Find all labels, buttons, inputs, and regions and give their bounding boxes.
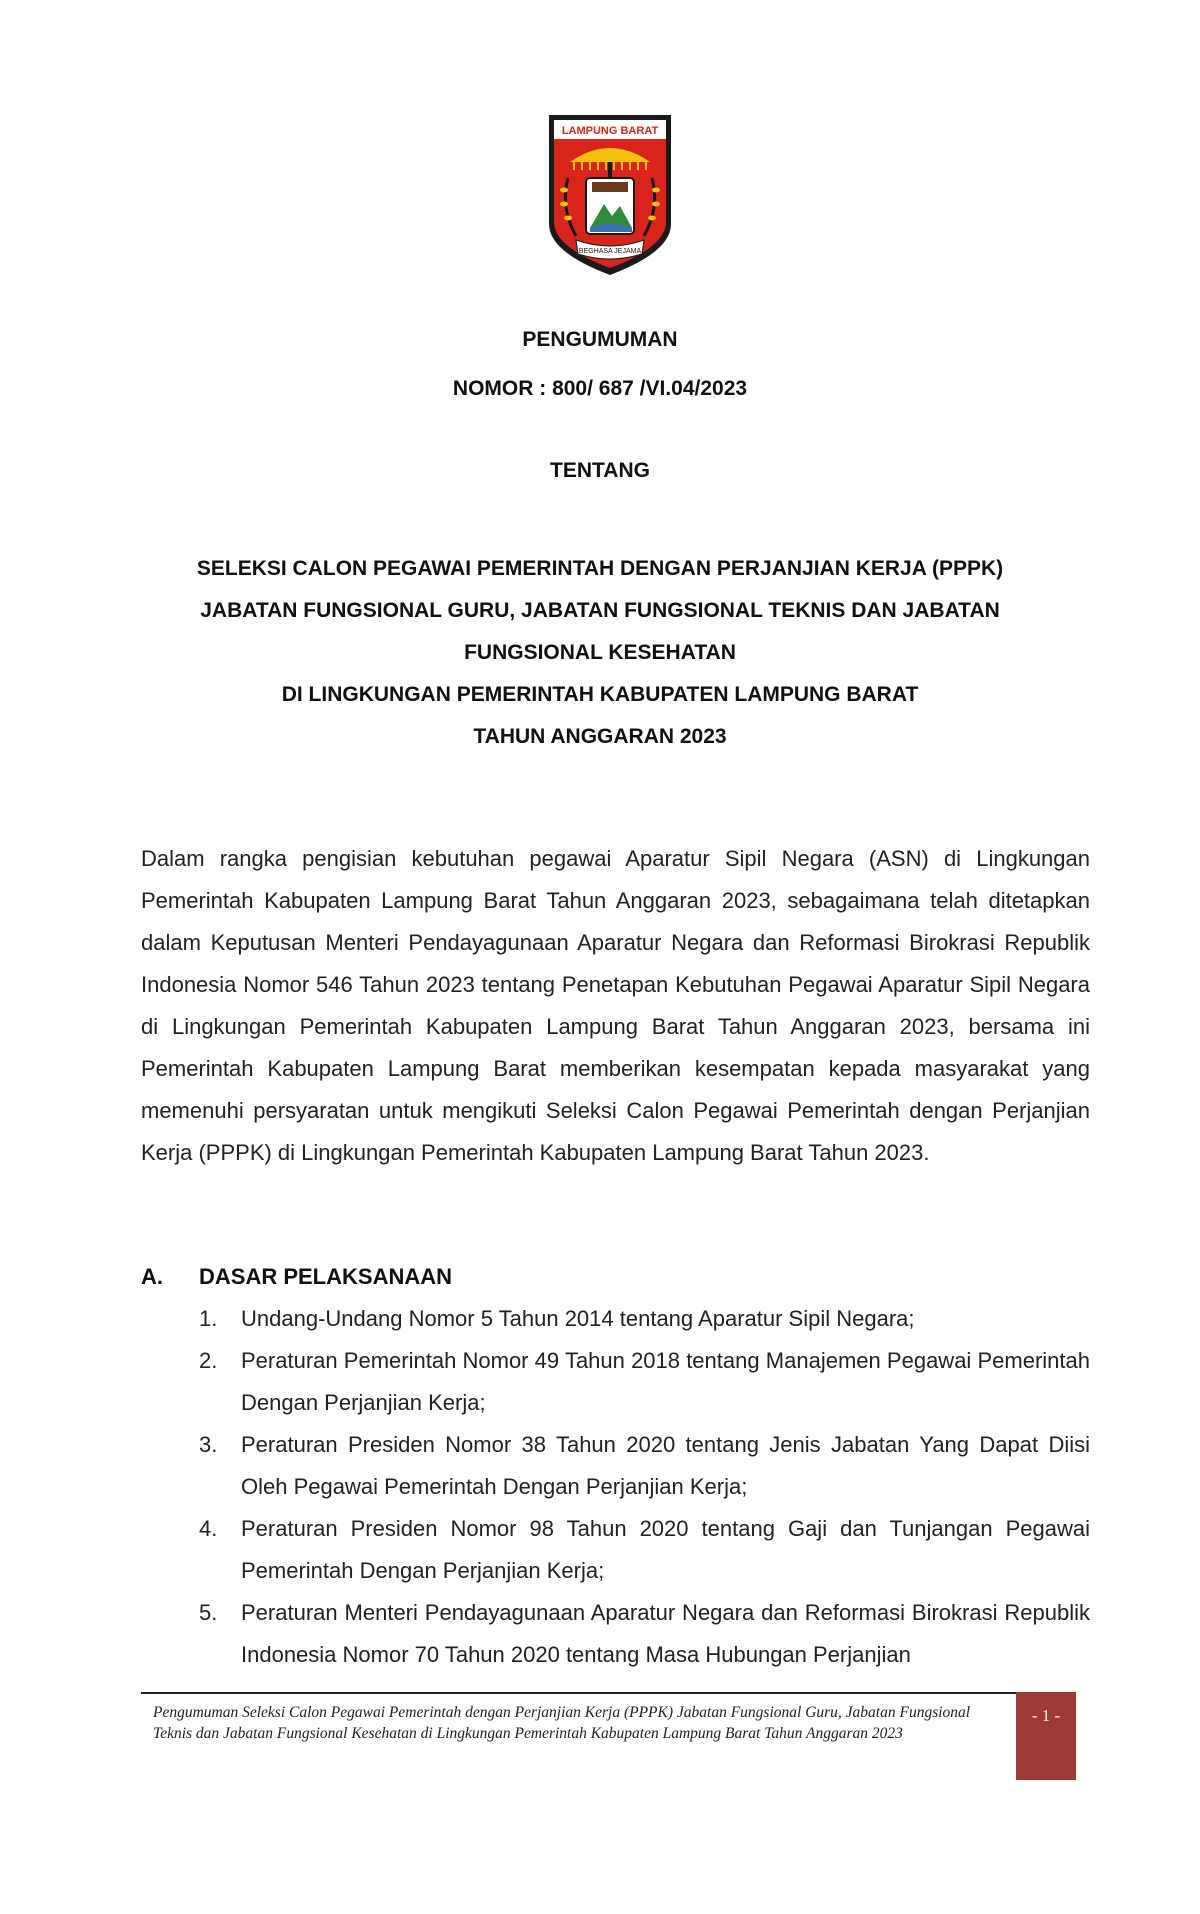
list-item-text: Undang-Undang Nomor 5 Tahun 2014 tentang Aparatur Sipil Negara; (241, 1306, 915, 1331)
page-number-box (1016, 1692, 1076, 1780)
subject-line: JABATAN FUNGSIONAL GURU, JABATAN FUNGSIONAL TEKNIS DAN JABATAN (200, 599, 1000, 622)
emblem-medallion-top (592, 182, 628, 192)
list-item (199, 1298, 1090, 1340)
about-label: TENTANG (550, 459, 650, 482)
regency-emblem-logo (546, 112, 674, 278)
footer-caption: Pengumuman Seleksi Calon Pegawai Pemerintah dengan Perjanjian Kerja (PPPK) Jabatan Fungsional Guru, Jabatan Fungsional Teknis dan Jabatan Fungsional Kesehatan di Lingkungan Pemerintah Kabupaten Lampung Barat Tahun Anggaran 2023 (153, 1704, 971, 1742)
list-item (199, 1424, 1090, 1508)
subject-line: FUNGSIONAL KESEHATAN (464, 641, 736, 664)
page-number: - 1 - (1031, 1706, 1061, 1725)
subject-line: SELEKSI CALON PEGAWAI PEMERINTAH DENGAN PERJANJIAN KERJA (PPPK) (196, 557, 1004, 580)
list-item (199, 1592, 1090, 1676)
emblem-banner-text: LAMPUNG BARAT (561, 125, 659, 137)
list-item-number: 4. (199, 1516, 218, 1541)
emblem-motto-text: BEGHASA JEJAMA (578, 248, 642, 255)
list-item (199, 1508, 1090, 1592)
intro-paragraph: Dalam rangka pengisian kebutuhan pegawai Aparatur Sipil Negara (ASN) di Lingkungan Pemerintah Kabupaten Lampung Barat Tahun Anggaran 2023, sebagaimana telah ditetapkan dalam Keputusan Menteri Pendayagunaan Aparatur Negara dan Reformasi Birokrasi Republik Indonesia Nomor 546 Tahun 2023 tentang Penetapan Kebutuhan Pegawai Aparatur Sipil Negara di Lingkungan Pemerintah Kabupaten Lampung Barat Tahun Anggaran 2023, bersama ini Pemerintah Kabupaten Lampung Barat memberikan kesempatan kepada masyarakat yang memenuhi persyaratan untuk mengikuti Seleksi Calon Pegawai Pemerintah dengan Perjanjian Kerja (PPPK) di Lingkungan Pemerintah Kabupaten Lampung Barat Tahun 2023. (141, 846, 1090, 1165)
emblem-canopy-pole (608, 162, 612, 178)
footer-divider (141, 1692, 1021, 1694)
document-number: NOMOR : 800/ 687 /VI.04/2023 (452, 377, 748, 400)
legal-basis-list (199, 1298, 1090, 1676)
document-subject (100, 548, 1100, 758)
subject-line: TAHUN ANGGARAN 2023 (473, 725, 727, 748)
list-item-number: 2. (199, 1348, 218, 1373)
list-item-text: Peraturan Presiden Nomor 98 Tahun 2020 tentang Gaji dan Tunjangan Pegawai Pemerintah Dengan Perjanjian Kerja; (241, 1516, 1090, 1583)
list-item-text: Peraturan Menteri Pendayagunaan Aparatur Negara dan Reformasi Birokrasi Republik Indonesia Nomor 70 Tahun 2020 tentang Masa Hubungan Perjanjian (241, 1600, 1090, 1667)
section-a-heading (141, 1256, 1090, 1298)
list-item-text: Peraturan Presiden Nomor 38 Tahun 2020 tentang Jenis Jabatan Yang Dapat Diisi Oleh Pegawai Pemerintah Dengan Perjanjian Kerja; (241, 1432, 1090, 1499)
list-item-number: 1. (199, 1306, 218, 1331)
section-letter: A. (141, 1264, 163, 1289)
list-item (199, 1340, 1090, 1424)
section-title: DASAR PELAKSANAAN (199, 1264, 453, 1289)
document-title: PENGUMUMAN (522, 328, 678, 351)
list-item-text: Peraturan Pemerintah Nomor 49 Tahun 2018 tentang Manajemen Pegawai Pemerintah Dengan Perjanjian Kerja; (241, 1348, 1090, 1415)
subject-line: DI LINGKUNGAN PEMERINTAH KABUPATEN LAMPUNG BARAT (281, 683, 919, 706)
list-item-number: 5. (199, 1600, 218, 1625)
list-item-number: 3. (199, 1432, 218, 1457)
